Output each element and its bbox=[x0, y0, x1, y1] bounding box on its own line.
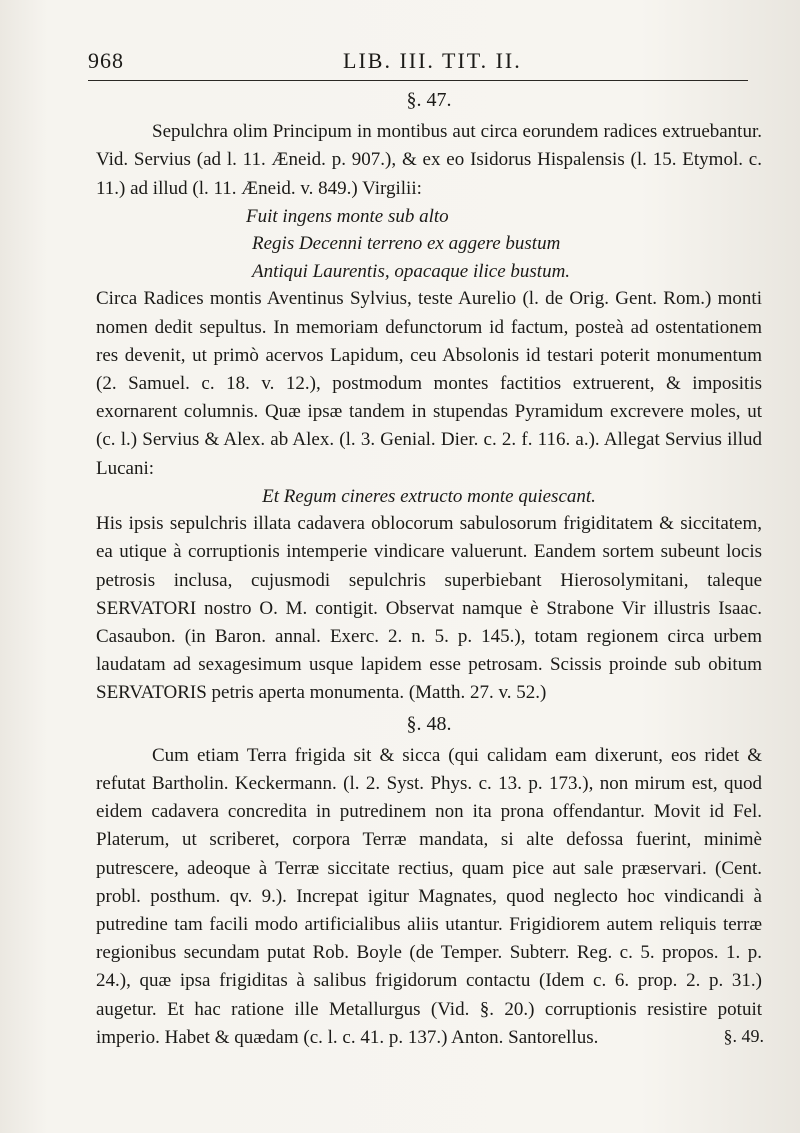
body-text bbox=[96, 84, 762, 1052]
verse-line: Et Regum cineres extructo monte quiescant. bbox=[262, 485, 596, 507]
header-rule bbox=[88, 80, 748, 81]
page-header bbox=[88, 44, 768, 74]
paragraph: Circa Radices montis Aventinus Sylvius, teste Aurelio (l. de Orig. Gent. Rom.) monti nomen dedit sepultus. In memoriam defunctorum id factum, posteà ad ostentationem res devenit, ut primò acervos Lapidum, ceu Absolonis id testari poterit monumentum (2. Samuel. c. 18. v. 12.), postmodum montes factitios extruerent, & impositis exornarent columnis. Quæ ipsæ tandem in stupendas Pyramidum excrevere moles, ut (c. l.) Servius & Alex. ab Alex. (l. 3. Genial. Dier. c. 2. f. 116. a.). Allegat Servius illud Lucani: bbox=[96, 288, 762, 479]
catchword: §. 49. bbox=[723, 1026, 764, 1046]
page-number: 968 bbox=[88, 48, 124, 73]
verse-line: Antiqui Laurentis, opacaque ilice bustum. bbox=[252, 260, 571, 282]
verse-line: Regis Decenni terreno ex aggere bustum bbox=[252, 233, 561, 255]
verse-line: Fuit ingens monte sub alto bbox=[246, 205, 449, 227]
section-heading: §. 48. bbox=[406, 712, 452, 735]
section-heading: §. 47. bbox=[406, 89, 452, 111]
paragraph: Cum etiam Terra frigida sit & sicca (qui calidam eam dixerunt, eos ridet & refutat Bartholin. Keckermann. (l. 2. Syst. Phys. c. 13. p. 173.), non mirum est, quod eidem cadavera concredita in putredinem non ita prona offendantur. Movit id Fel. Platerum, ut scriberet, corpora Terræ mandata, si alte defossa fuerint, minimè putrescere, adeoque à Terræ siccitate rectius, quam pice aut sale præservari. (Cent. probl. posthum. qv. 9.). Increpat igitur Magnates, quod neglecto hoc vindicandi à putredine tam facili modo artificialibus aliis utantur. Frigidiorem autem reliquis terræ regionibus secundam putat Rob. Boyle (de Temper. Subterr. Reg. c. 5. propos. 1. p. 24.), quæ ipsa frigiditas à salibus frigidorum contactu (Idem c. 6. prop. 2. p. 31.) augetur. Et hac ratione ille Metallurgus (Vid. §. 20.) corruptionis resistire potuit imperio. Habet & quædam (c. l. c. 41. p. 137.) Anton. Santorellus. bbox=[96, 744, 762, 1048]
paragraph: Sepulchra olim Principum in montibus aut circa eorundem radices extruebantur. Vid. Servius (ad l. 11. Æneid. p. 907.), & ex eo Isidorus Hispalensis (l. 15. Etymol. c. 11.) ad illud (l. 11. Æneid. v. 849.) Virgilii: bbox=[96, 121, 762, 199]
paragraph: His ipsis sepulchris illata cadavera oblocorum sabulosorum frigiditatem & siccitatem, ea utique à corruptionis intemperie vindicare valuerunt. Eandem sortem subeunt locis petrosis inclusa, cujusmodi sepulchris superbiebant Hierosolymitani, taleque SERVATORI nostro O. M. contigit. Observat namque è Strabone Vir illustris Isaac. Casaubon. (in Baron. annal. Exerc. 2. n. 5. p. 145.), totam regionem circa urbem laudatam ad sexagesimum usque lapidem esse petrosam. Scissis proinde sub obitum SERVATORIS petris aperta monumenta. (Matth. 27. v. 52.) bbox=[96, 513, 762, 704]
running-title: LIB. III. TIT. II. bbox=[343, 48, 522, 73]
